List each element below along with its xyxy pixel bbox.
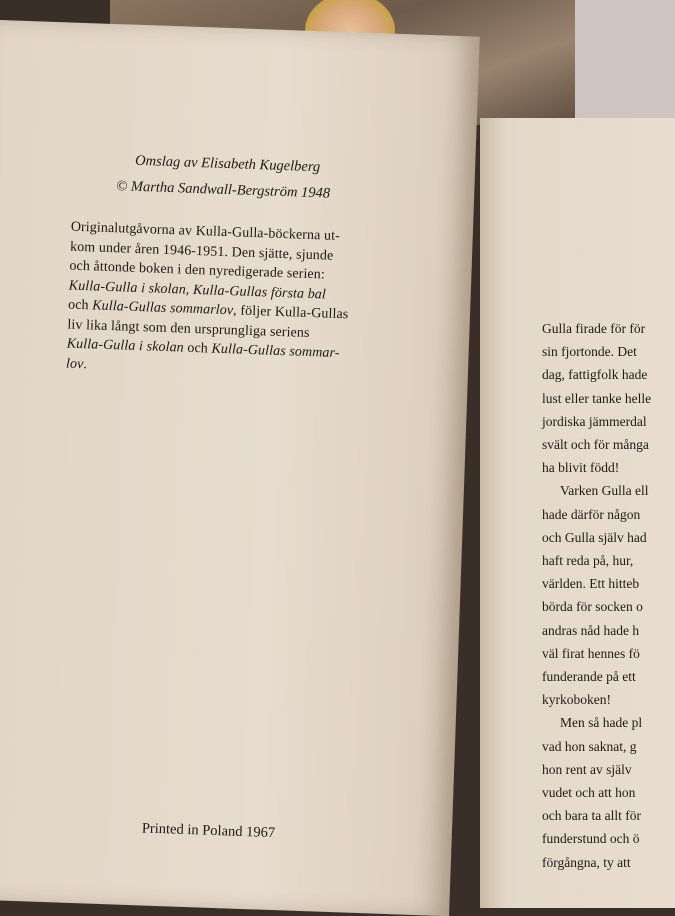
right-page-line: sin fjortonde. Det — [542, 344, 637, 360]
right-page-line: vudet och att hon — [542, 785, 636, 800]
right-page-line: kyrkoboken! — [542, 692, 611, 708]
right-page-line: Varken Gulla ell — [560, 483, 649, 499]
right-page-line: vad hon saknat, g — [542, 738, 637, 754]
printed-line: Printed in Poland 1967 — [141, 820, 276, 842]
right-page-line: jordiska jämmerdal — [542, 413, 647, 429]
paragraph-segment: , följer Kulla-Gullas — [232, 303, 349, 323]
left-page — [0, 20, 480, 916]
right-page-line: världen. Ett hitteb — [542, 576, 640, 592]
paragraph-segment: och — [67, 297, 93, 314]
cover-credit: Omslag av Elisabeth Kugelberg — [134, 152, 321, 176]
paragraph-segment: och åttonde boken i den nyredigerade serien: — [69, 258, 326, 283]
right-page-line: och bara ta allt för — [542, 808, 641, 824]
right-page-line: hade därför någon — [542, 506, 641, 522]
right-page-line: andras nåd hade h — [542, 622, 640, 638]
right-page-line: svält och för många — [542, 437, 649, 452]
right-page — [480, 118, 675, 908]
paragraph-segment: liv lika långt som den ursprungliga seriens — [67, 317, 310, 341]
right-page-line: och Gulla själv had — [542, 529, 647, 545]
right-page-line: hon rent av själv — [542, 761, 632, 777]
paragraph-segment: Kulla-Gulla i skolan, Kulla-Gullas första bal — [68, 278, 327, 303]
right-page-line: funderstund och ö — [542, 831, 640, 847]
right-page-line: funderande på ett — [542, 669, 636, 684]
paragraph-segment: . — [83, 356, 88, 372]
paragraph-line — [66, 356, 88, 373]
paragraph-segment: Kulla-Gullas sommar- — [211, 341, 340, 362]
paragraph-segment: och — [183, 340, 212, 357]
paragraph-segment: lov — [65, 356, 84, 372]
right-page-line: börda för socken o — [542, 599, 643, 615]
right-page-line: haft reda på, hur, — [542, 553, 634, 568]
right-page-line: dag, fattigfolk hade — [542, 367, 648, 383]
copyright-line: © Martha Sandwall-Bergström 1948 — [115, 178, 331, 202]
right-page-line: förgångna, ty att — [542, 854, 631, 870]
paragraph-segment: Originalutgåvorna av Kulla-Gulla-böckerna ut- — [70, 219, 341, 244]
right-page-line: väl firat hennes fö — [542, 645, 640, 661]
right-page-line: Gulla firade för för — [542, 321, 646, 336]
right-page-line: lust eller tanke helle — [542, 390, 652, 406]
paragraph-segment: kom under åren 1946-1951. Den sjätte, sjunde — [69, 239, 334, 264]
right-page-line: Men så hade pl — [560, 715, 643, 731]
paragraph-segment: Kulla-Gulla i skolan — [66, 336, 185, 356]
background-wall — [575, 0, 675, 125]
right-page-line: ha blivit född! — [542, 460, 620, 476]
paragraph-segment: Kulla-Gullas sommarlov — [91, 298, 234, 319]
